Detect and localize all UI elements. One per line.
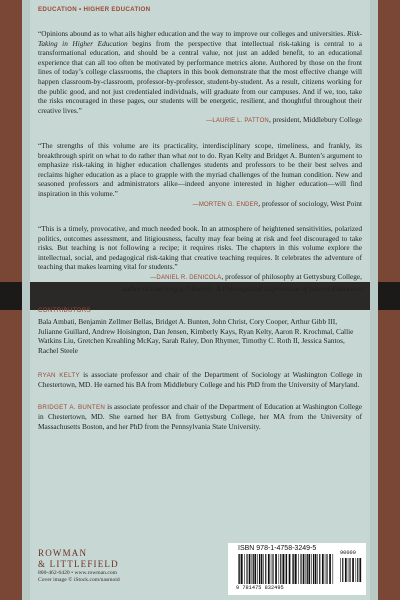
contributors-list: Bala Ambati, Benjamin Zellmer Bellas, Bridget A. Bunten, John Christ, Cory Cooper, Arthur Gibb III, Julianne Guillard, Andrew Hoisington, Dan Jensen, Kimberly Kays, Ryan Kelty, Aaron R. Krochmal, Callie Watkins Liu, Gretchen Kreahling McKay, Sarah Raley, Don Rhymer, Timothy C. Roth II, Jessica Santos, Rachel Steele (38, 317, 354, 356)
barcode-label (228, 543, 366, 595)
barcode-digits: 9 781475 832495 (236, 585, 284, 591)
endorsement-attribution-2: —MORTEN G. ENDER, professor of sociology, West Point (192, 198, 362, 208)
isbn-text: ISBN 978-1-4758-3249-5 (238, 545, 317, 552)
author-bio-bunten: BRIDGET A. BUNTEN is associate professor and chair of the Department of Education at Washington College in Chestertown, MD. She earned her BA from Gettysburg College, her MA from the University of Massachusetts Boston, and her PhD from the Pennsylvania State University. (38, 401, 363, 431)
author-bio-kelty: RYAN KELTY is associate professor and chair of the Department of Sociology at Washington College in Chestertown, MD. He earned his BA from Middlebury College and his PhD from the University of Maryland. (38, 369, 363, 390)
back-cover-panel (30, 0, 370, 600)
barcode-icon (238, 554, 334, 584)
endorsement-quote-2: “The strengths of this volume are its practicality, interdisciplinary scope, timeliness, and frankly, its breakthrough spirit on what to do rather than what not to do. Ryan Kelty and Bridget A. Bunten’s argument to emphasize risk-taking in higher education challenges students and professors to be their best selves and reclaims higher education as a place to grapple with the myriad challenges of the human condition. New and seasoned professors and administrators alike—indeed anyone interested in higher education—will find inspiration in this volume.” (38, 140, 362, 198)
endorsement-attribution-3: —DANIEL R. DENICOLA, professor of philosophy at Gettysburg College, author of Learning to Flourish: A Philosophical Exploration of Liberal Education (122, 272, 362, 293)
publisher-name-line1: ROWMAN (38, 548, 88, 558)
endorsement-quote-1: “Opinions abound as to what ails higher education and the way to improve our colleges and universities. Risk-Taking in Higher Education begins from the perspective that intellectual risk-taking is central to a transformational education, and should be a central value, not just an added benefit, to an educational experience that can all too often be motivated by performance metrics alone. Authored by those on the front lines of today’s college classrooms, the chapters in this book demonstrate that the most effective change will happen classroom-by-classroom, professor-by-professor, student-by-student. As a result, citizens working for the public good, and not just credentialed individuals, will graduate from our campuses. And if we, too, take the risks encouraged in these pages, our students will be energetic, resilient, and thoughtful throughout their creative lives.” (38, 29, 362, 115)
publisher-name-line2: & LITTLEFIELD (38, 559, 119, 569)
right-dark-band (378, 282, 400, 310)
endorsement-attribution-1: —LAURIE L. PATTON, president, Middlebury College (206, 115, 362, 125)
endorsement-quote-3: “This is a timely, provocative, and much needed book. In an atmosphere of heightened sensitivities, polarized politics, outcomes assessment, and litigiousness, faculty may fear being at risk and feel discouraged to take risks. But teaching is not following a recipe; it requires risks. The chapters in this volume explore the intellectual, social, and pedagogical risk-taking that creative teaching requires. It celebrates the adventure of teaching that makes learning vital for students.” (38, 224, 362, 272)
right-border-strip (378, 0, 400, 600)
addon-barcode-icon (340, 558, 362, 582)
price-addon-code: 90000 (340, 550, 356, 556)
contributors-heading: CONTRIBUTORS (38, 307, 91, 315)
left-dark-band (0, 282, 22, 310)
left-border-strip (0, 0, 22, 600)
cover-image-credit: Cover image © iStock.com/nasmoid (38, 576, 120, 583)
cover-text (38, 6, 362, 444)
category-label: EDUCATION • HIGHER EDUCATION (38, 6, 151, 13)
publisher-block (38, 548, 120, 584)
publisher-contact: 800-462-6420 • www.rowman.com (38, 570, 117, 576)
